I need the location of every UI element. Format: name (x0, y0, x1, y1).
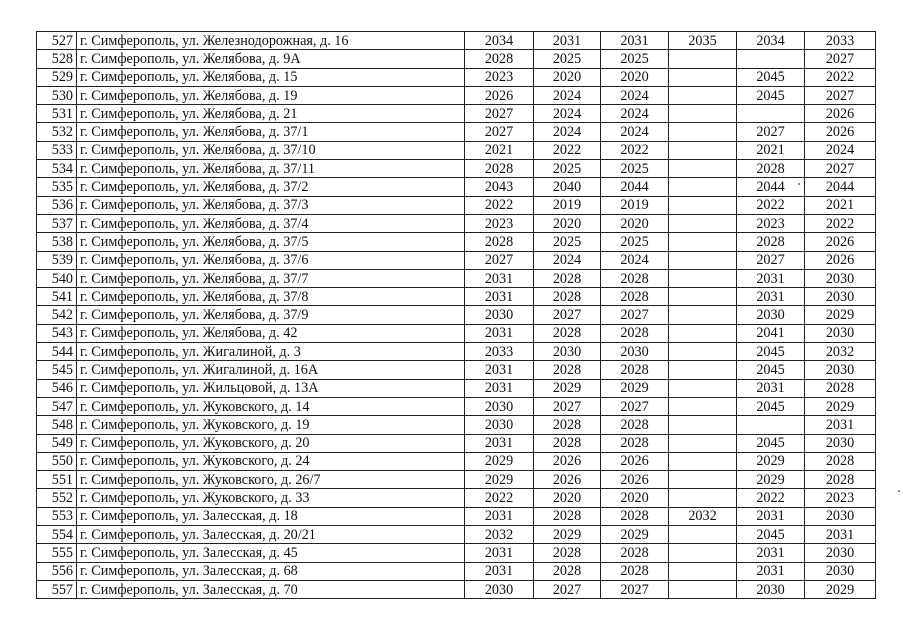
row-number-cell: 534 (37, 160, 77, 178)
year-cell-6: 2044 (805, 178, 876, 196)
year-cell-4 (669, 233, 737, 251)
table-row (37, 507, 876, 525)
year-cell-3: 2020 (601, 68, 669, 86)
year-cell-5: 2031 (737, 288, 805, 306)
year-cell-6: 2030 (805, 288, 876, 306)
year-cell-2: 2024 (534, 123, 601, 141)
address-cell: г. Симферополь, ул. Залесская, д. 68 (77, 562, 465, 580)
address-cell: г. Симферополь, ул. Залесская, д. 45 (77, 544, 465, 562)
year-cell-5: 2029 (737, 452, 805, 470)
row-number-cell: 545 (37, 361, 77, 379)
year-cell-4 (669, 160, 737, 178)
year-cell-5: 2041 (737, 324, 805, 342)
year-cell-6: 2030 (805, 507, 876, 525)
row-number-cell: 554 (37, 526, 77, 544)
year-cell-5: 2045 (737, 361, 805, 379)
year-cell-6: 2023 (805, 489, 876, 507)
year-cell-2: 2024 (534, 86, 601, 104)
year-cell-4 (669, 251, 737, 269)
year-cell-4 (669, 397, 737, 415)
year-cell-6: 2030 (805, 544, 876, 562)
row-number-cell: 553 (37, 507, 77, 525)
year-cell-6: 2027 (805, 160, 876, 178)
row-number-cell: 557 (37, 580, 77, 598)
year-cell-5: 2021 (737, 141, 805, 159)
address-cell: г. Симферополь, ул. Желябова, д. 37/11 (77, 160, 465, 178)
table-row (37, 123, 876, 141)
year-cell-1: 2029 (465, 471, 534, 489)
year-cell-6: 2027 (805, 86, 876, 104)
year-cell-6: 2030 (805, 434, 876, 452)
table-row (37, 50, 876, 68)
row-number-cell: 541 (37, 288, 77, 306)
row-number-cell: 529 (37, 68, 77, 86)
table-row (37, 68, 876, 86)
year-cell-1: 2027 (465, 123, 534, 141)
table-row (37, 379, 876, 397)
year-cell-6: 2028 (805, 379, 876, 397)
table-row (37, 141, 876, 159)
year-cell-6: 2029 (805, 306, 876, 324)
year-cell-1: 2031 (465, 434, 534, 452)
table-row (37, 105, 876, 123)
year-cell-2: 2026 (534, 471, 601, 489)
year-cell-1: 2029 (465, 452, 534, 470)
row-number-cell: 528 (37, 50, 77, 68)
table-row (37, 434, 876, 452)
year-cell-5: 2028 (737, 233, 805, 251)
year-cell-4 (669, 379, 737, 397)
year-cell-6: 2027 (805, 50, 876, 68)
year-cell-2: 2027 (534, 580, 601, 598)
year-cell-4 (669, 324, 737, 342)
year-cell-1: 2031 (465, 379, 534, 397)
year-cell-3: 2028 (601, 544, 669, 562)
table-row (37, 526, 876, 544)
year-cell-2: 2026 (534, 452, 601, 470)
year-cell-5: 2029 (737, 471, 805, 489)
year-cell-3: 2026 (601, 471, 669, 489)
year-cell-4 (669, 123, 737, 141)
address-cell: г. Симферополь, ул. Железнодорожная, д. 16 (77, 32, 465, 50)
year-cell-2: 2025 (534, 233, 601, 251)
year-cell-5 (737, 105, 805, 123)
row-number-cell: 530 (37, 86, 77, 104)
year-cell-2: 2029 (534, 379, 601, 397)
year-cell-2: 2028 (534, 361, 601, 379)
year-cell-1: 2043 (465, 178, 534, 196)
table-row (37, 196, 876, 214)
year-cell-3: 2020 (601, 214, 669, 232)
year-cell-2: 2027 (534, 306, 601, 324)
year-cell-3: 2022 (601, 141, 669, 159)
year-cell-4 (669, 489, 737, 507)
year-cell-3: 2028 (601, 269, 669, 287)
year-cell-5: 2028 (737, 160, 805, 178)
year-cell-2: 2020 (534, 214, 601, 232)
year-cell-1: 2028 (465, 50, 534, 68)
year-cell-3: 2025 (601, 50, 669, 68)
row-number-cell: 552 (37, 489, 77, 507)
address-cell: г. Симферополь, ул. Залесская, д. 20/21 (77, 526, 465, 544)
year-cell-4 (669, 306, 737, 324)
year-cell-5: 2022 (737, 196, 805, 214)
year-cell-4 (669, 452, 737, 470)
address-cell: г. Симферополь, ул. Желябова, д. 37/5 (77, 233, 465, 251)
row-number-cell: 533 (37, 141, 77, 159)
year-cell-3: 2029 (601, 379, 669, 397)
year-cell-3: 2026 (601, 452, 669, 470)
row-number-cell: 548 (37, 416, 77, 434)
year-cell-3: 2028 (601, 562, 669, 580)
year-cell-3: 2027 (601, 580, 669, 598)
table-row (37, 160, 876, 178)
year-cell-6: 2026 (805, 251, 876, 269)
table-row (37, 544, 876, 562)
year-cell-2: 2031 (534, 32, 601, 50)
address-cell: г. Симферополь, ул. Желябова, д. 21 (77, 105, 465, 123)
year-cell-5: 2031 (737, 562, 805, 580)
year-cell-4 (669, 416, 737, 434)
year-cell-3: 2028 (601, 324, 669, 342)
year-cell-1: 2022 (465, 489, 534, 507)
address-cell: г. Симферополь, ул. Жуковского, д. 24 (77, 452, 465, 470)
year-cell-4 (669, 562, 737, 580)
table-row (37, 361, 876, 379)
year-cell-5: 2031 (737, 544, 805, 562)
table-row (37, 324, 876, 342)
year-cell-4 (669, 196, 737, 214)
table-row (37, 86, 876, 104)
address-cell: г. Симферополь, ул. Жуковского, д. 20 (77, 434, 465, 452)
table-row (37, 269, 876, 287)
year-cell-2: 2029 (534, 526, 601, 544)
row-number-cell: 527 (37, 32, 77, 50)
address-cell: г. Симферополь, ул. Жуковского, д. 26/7 (77, 471, 465, 489)
year-cell-2: 2028 (534, 269, 601, 287)
address-cell: г. Симферополь, ул. Желябова, д. 15 (77, 68, 465, 86)
year-cell-4 (669, 178, 737, 196)
table-row (37, 489, 876, 507)
year-cell-4 (669, 288, 737, 306)
row-number-cell: 546 (37, 379, 77, 397)
year-cell-6: 2030 (805, 324, 876, 342)
year-cell-1: 2034 (465, 32, 534, 50)
year-cell-4 (669, 434, 737, 452)
year-cell-5: 2045 (737, 434, 805, 452)
year-cell-5: 2045 (737, 68, 805, 86)
address-cell: г. Симферополь, ул. Желябова, д. 9А (77, 50, 465, 68)
address-cell: г. Симферополь, ул. Желябова, д. 37/8 (77, 288, 465, 306)
year-cell-6: 2030 (805, 269, 876, 287)
year-cell-3: 2030 (601, 343, 669, 361)
year-cell-6: 2022 (805, 68, 876, 86)
year-cell-2: 2020 (534, 68, 601, 86)
year-cell-1: 2028 (465, 233, 534, 251)
year-cell-1: 2031 (465, 288, 534, 306)
year-cell-5: 2031 (737, 269, 805, 287)
address-cell: г. Симферополь, ул. Жуковского, д. 14 (77, 397, 465, 415)
year-cell-4 (669, 471, 737, 489)
year-cell-2: 2028 (534, 324, 601, 342)
year-cell-2: 2028 (534, 434, 601, 452)
year-cell-5 (737, 416, 805, 434)
address-cell: г. Симферополь, ул. Желябова, д. 19 (77, 86, 465, 104)
year-cell-2: 2022 (534, 141, 601, 159)
year-cell-1: 2033 (465, 343, 534, 361)
year-cell-4 (669, 361, 737, 379)
year-cell-3: 2019 (601, 196, 669, 214)
row-number-cell: 556 (37, 562, 77, 580)
year-cell-4 (669, 343, 737, 361)
year-cell-1: 2030 (465, 306, 534, 324)
year-cell-5: 2030 (737, 306, 805, 324)
row-number-cell: 540 (37, 269, 77, 287)
row-number-cell: 551 (37, 471, 77, 489)
row-number-cell: 542 (37, 306, 77, 324)
year-cell-6: 2024 (805, 141, 876, 159)
year-cell-1: 2023 (465, 68, 534, 86)
year-cell-5: 2045 (737, 86, 805, 104)
table-row (37, 416, 876, 434)
table-row (37, 178, 876, 196)
year-cell-3: 2031 (601, 32, 669, 50)
address-cell: г. Симферополь, ул. Желябова, д. 37/3 (77, 196, 465, 214)
year-cell-4 (669, 141, 737, 159)
year-cell-4 (669, 214, 737, 232)
year-cell-3: 2024 (601, 123, 669, 141)
address-cell: г. Симферополь, ул. Жуковского, д. 19 (77, 416, 465, 434)
year-cell-1: 2031 (465, 324, 534, 342)
table-row (37, 562, 876, 580)
year-cell-1: 2021 (465, 141, 534, 159)
address-cell: г. Симферополь, ул. Залесская, д. 70 (77, 580, 465, 598)
scan-speck (898, 490, 900, 492)
address-cell: г. Симферополь, ул. Жуковского, д. 33 (77, 489, 465, 507)
year-cell-5: 2027 (737, 251, 805, 269)
year-cell-2: 2019 (534, 196, 601, 214)
table-row (37, 233, 876, 251)
year-cell-3: 2029 (601, 526, 669, 544)
row-number-cell: 531 (37, 105, 77, 123)
year-cell-5: 2045 (737, 526, 805, 544)
year-cell-1: 2031 (465, 562, 534, 580)
year-cell-4 (669, 68, 737, 86)
year-cell-2: 2024 (534, 105, 601, 123)
year-cell-5: 2027 (737, 123, 805, 141)
table-row (37, 214, 876, 232)
year-cell-2: 2028 (534, 416, 601, 434)
year-cell-6: 2031 (805, 416, 876, 434)
year-cell-3: 2028 (601, 361, 669, 379)
address-cell: г. Симферополь, ул. Желябова, д. 37/6 (77, 251, 465, 269)
year-cell-3: 2024 (601, 86, 669, 104)
row-number-cell: 535 (37, 178, 77, 196)
year-cell-3: 2027 (601, 306, 669, 324)
year-cell-3: 2028 (601, 434, 669, 452)
year-cell-1: 2027 (465, 105, 534, 123)
year-cell-4 (669, 580, 737, 598)
table-row (37, 471, 876, 489)
year-cell-3: 2024 (601, 251, 669, 269)
year-cell-3: 2025 (601, 160, 669, 178)
year-cell-3: 2024 (601, 105, 669, 123)
year-cell-2: 2025 (534, 160, 601, 178)
year-cell-1: 2026 (465, 86, 534, 104)
year-cell-2: 2027 (534, 397, 601, 415)
year-cell-6: 2021 (805, 196, 876, 214)
year-cell-6: 2026 (805, 105, 876, 123)
table-row (37, 32, 876, 50)
year-cell-6: 2026 (805, 233, 876, 251)
year-cell-5 (737, 50, 805, 68)
year-cell-4 (669, 269, 737, 287)
row-number-cell: 539 (37, 251, 77, 269)
address-cell: г. Симферополь, ул. Желябова, д. 37/7 (77, 269, 465, 287)
year-cell-2: 2028 (534, 288, 601, 306)
address-cell: г. Симферополь, ул. Желябова, д. 37/4 (77, 214, 465, 232)
year-cell-6: 2028 (805, 471, 876, 489)
row-number-cell: 549 (37, 434, 77, 452)
year-cell-1: 2031 (465, 361, 534, 379)
address-cell: г. Симферополь, ул. Желябова, д. 37/2 (77, 178, 465, 196)
year-cell-4 (669, 50, 737, 68)
year-cell-6: 2031 (805, 526, 876, 544)
year-cell-5: 2044 (737, 178, 805, 196)
year-cell-5: 2045 (737, 343, 805, 361)
year-cell-6: 2030 (805, 562, 876, 580)
address-cell: г. Симферополь, ул. Желябова, д. 42 (77, 324, 465, 342)
row-number-cell: 538 (37, 233, 77, 251)
year-cell-3: 2028 (601, 288, 669, 306)
table-row (37, 288, 876, 306)
year-cell-6: 2033 (805, 32, 876, 50)
row-number-cell: 543 (37, 324, 77, 342)
year-cell-1: 2022 (465, 196, 534, 214)
year-cell-2: 2028 (534, 507, 601, 525)
year-cell-1: 2027 (465, 251, 534, 269)
year-cell-1: 2031 (465, 507, 534, 525)
year-cell-1: 2031 (465, 269, 534, 287)
row-number-cell: 536 (37, 196, 77, 214)
year-cell-6: 2028 (805, 452, 876, 470)
row-number-cell: 532 (37, 123, 77, 141)
year-cell-3: 2028 (601, 507, 669, 525)
year-cell-1: 2028 (465, 160, 534, 178)
year-cell-1: 2023 (465, 214, 534, 232)
address-cell: г. Симферополь, ул. Жигалиной, д. 16А (77, 361, 465, 379)
year-cell-5: 2030 (737, 580, 805, 598)
year-cell-5: 2023 (737, 214, 805, 232)
year-cell-3: 2028 (601, 416, 669, 434)
year-cell-1: 2030 (465, 397, 534, 415)
year-cell-5: 2022 (737, 489, 805, 507)
year-cell-3: 2044 (601, 178, 669, 196)
address-cell: г. Симферополь, ул. Жигалиной, д. 3 (77, 343, 465, 361)
year-cell-2: 2028 (534, 544, 601, 562)
year-cell-6: 2022 (805, 214, 876, 232)
year-cell-2: 2020 (534, 489, 601, 507)
year-cell-5: 2034 (737, 32, 805, 50)
year-cell-4 (669, 105, 737, 123)
year-cell-5: 2045 (737, 397, 805, 415)
table-row (37, 580, 876, 598)
year-cell-6: 2026 (805, 123, 876, 141)
row-number-cell: 544 (37, 343, 77, 361)
year-cell-6: 2030 (805, 361, 876, 379)
year-cell-4 (669, 544, 737, 562)
year-cell-1: 2030 (465, 580, 534, 598)
year-cell-4 (669, 526, 737, 544)
row-number-cell: 550 (37, 452, 77, 470)
year-cell-6: 2029 (805, 397, 876, 415)
year-cell-3: 2027 (601, 397, 669, 415)
table-row (37, 306, 876, 324)
table-row (37, 397, 876, 415)
year-cell-3: 2020 (601, 489, 669, 507)
address-cell: г. Симферополь, ул. Желябова, д. 37/9 (77, 306, 465, 324)
address-cell: г. Симферополь, ул. Залесская, д. 18 (77, 507, 465, 525)
row-number-cell: 555 (37, 544, 77, 562)
year-cell-2: 2028 (534, 562, 601, 580)
year-cell-6: 2029 (805, 580, 876, 598)
year-cell-1: 2032 (465, 526, 534, 544)
address-cell: г. Симферополь, ул. Желябова, д. 37/10 (77, 141, 465, 159)
year-cell-2: 2040 (534, 178, 601, 196)
year-cell-4: 2032 (669, 507, 737, 525)
building-repair-schedule-table (36, 31, 876, 599)
table-row (37, 251, 876, 269)
year-cell-4 (669, 86, 737, 104)
year-cell-1: 2030 (465, 416, 534, 434)
year-cell-3: 2025 (601, 233, 669, 251)
year-cell-1: 2031 (465, 544, 534, 562)
row-number-cell: 547 (37, 397, 77, 415)
table-row (37, 343, 876, 361)
scan-speck (798, 183, 800, 185)
year-cell-2: 2025 (534, 50, 601, 68)
table-row (37, 452, 876, 470)
row-number-cell: 537 (37, 214, 77, 232)
year-cell-2: 2030 (534, 343, 601, 361)
year-cell-2: 2024 (534, 251, 601, 269)
year-cell-5: 2031 (737, 507, 805, 525)
year-cell-5: 2031 (737, 379, 805, 397)
year-cell-4: 2035 (669, 32, 737, 50)
address-cell: г. Симферополь, ул. Жильцовой, д. 13А (77, 379, 465, 397)
table-body (37, 32, 876, 599)
address-cell: г. Симферополь, ул. Желябова, д. 37/1 (77, 123, 465, 141)
year-cell-6: 2032 (805, 343, 876, 361)
document-page (36, 31, 876, 599)
